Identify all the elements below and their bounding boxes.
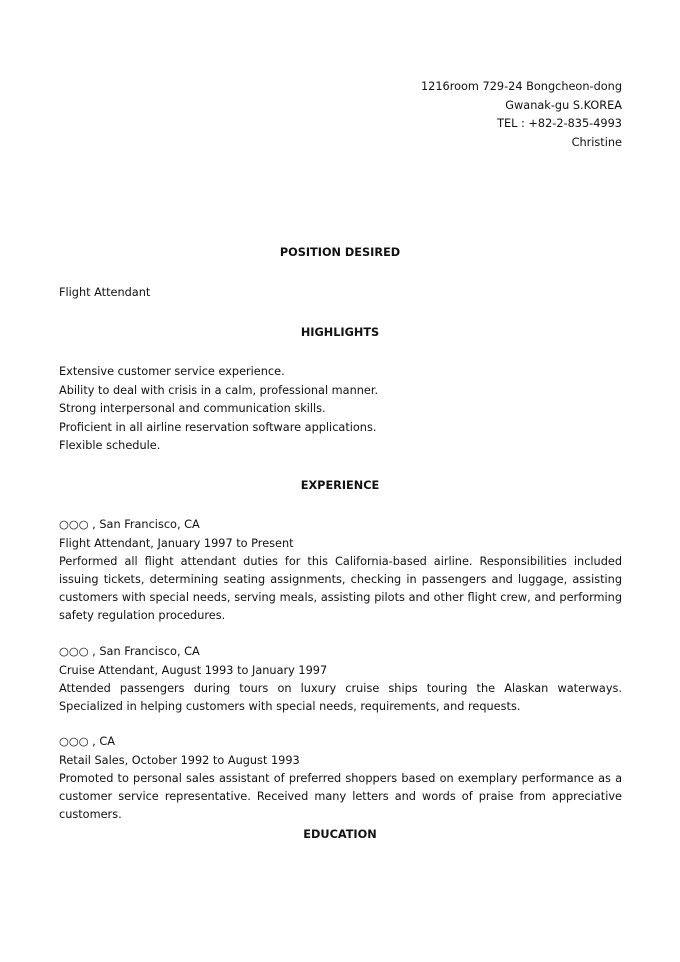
job-employer: ○○○ , San Francisco, CA [59, 518, 200, 531]
position-desired-heading: POSITION DESIRED [279, 246, 401, 259]
address-line-1: 1216room 729-24 Bongcheon-dong [420, 80, 622, 93]
education-heading: EDUCATION [303, 828, 377, 841]
job-employer: ○○○ , CA [59, 735, 115, 748]
highlight-item: Proficient in all airline reservation software applications. [59, 420, 377, 434]
experience-heading: EXPERIENCE [300, 479, 380, 492]
phone-line: TEL : +82-2-835-4993 [497, 117, 622, 130]
highlight-item: Strong interpersonal and communication skills. [59, 402, 326, 416]
contact-block [421, 78, 622, 152]
job-description: Performed all flight attendant duties for this California-based airline. Responsibilities included issuing tickets, determining seating assignments, checking in passengers and luggage, assisting customers with special needs, serving meals, assisting pilots and other flight crew, and performing safety regulation procedures. [59, 555, 622, 623]
job-employer: ○○○ , San Francisco, CA [59, 645, 200, 658]
job-role-dates: Flight Attendant, January 1997 to Present [59, 536, 294, 550]
highlight-item: Ability to deal with crisis in a calm, professional manner. [59, 383, 379, 397]
job-role-dates: Retail Sales, October 1992 to August 1993 [59, 753, 300, 767]
highlights-heading: HIGHLIGHTS [300, 326, 380, 339]
job-description: Promoted to personal sales assistant of preferred shoppers based on exemplary performance as a customer service representative. Received many letters and words of praise from appreciative customers. [59, 772, 622, 822]
job-role-dates: Cruise Attendant, August 1993 to January 1997 [59, 663, 328, 677]
job-entry [59, 643, 622, 716]
job-entry [59, 516, 622, 625]
job-description: Attended passengers during tours on luxury cruise ships touring the Alaskan waterways. Specialized in helping customers with special needs, requirements, and requests. [59, 682, 622, 714]
contact-name: Christine [571, 135, 622, 149]
highlight-item: Extensive customer service experience. [59, 365, 285, 378]
position-desired-value: Flight Attendant [59, 286, 151, 299]
job-entry [59, 733, 622, 824]
highlights-list [59, 363, 622, 456]
address-line-2: Gwanak-gu S.KOREA [505, 98, 622, 112]
highlight-item: Flexible schedule. [59, 439, 161, 453]
